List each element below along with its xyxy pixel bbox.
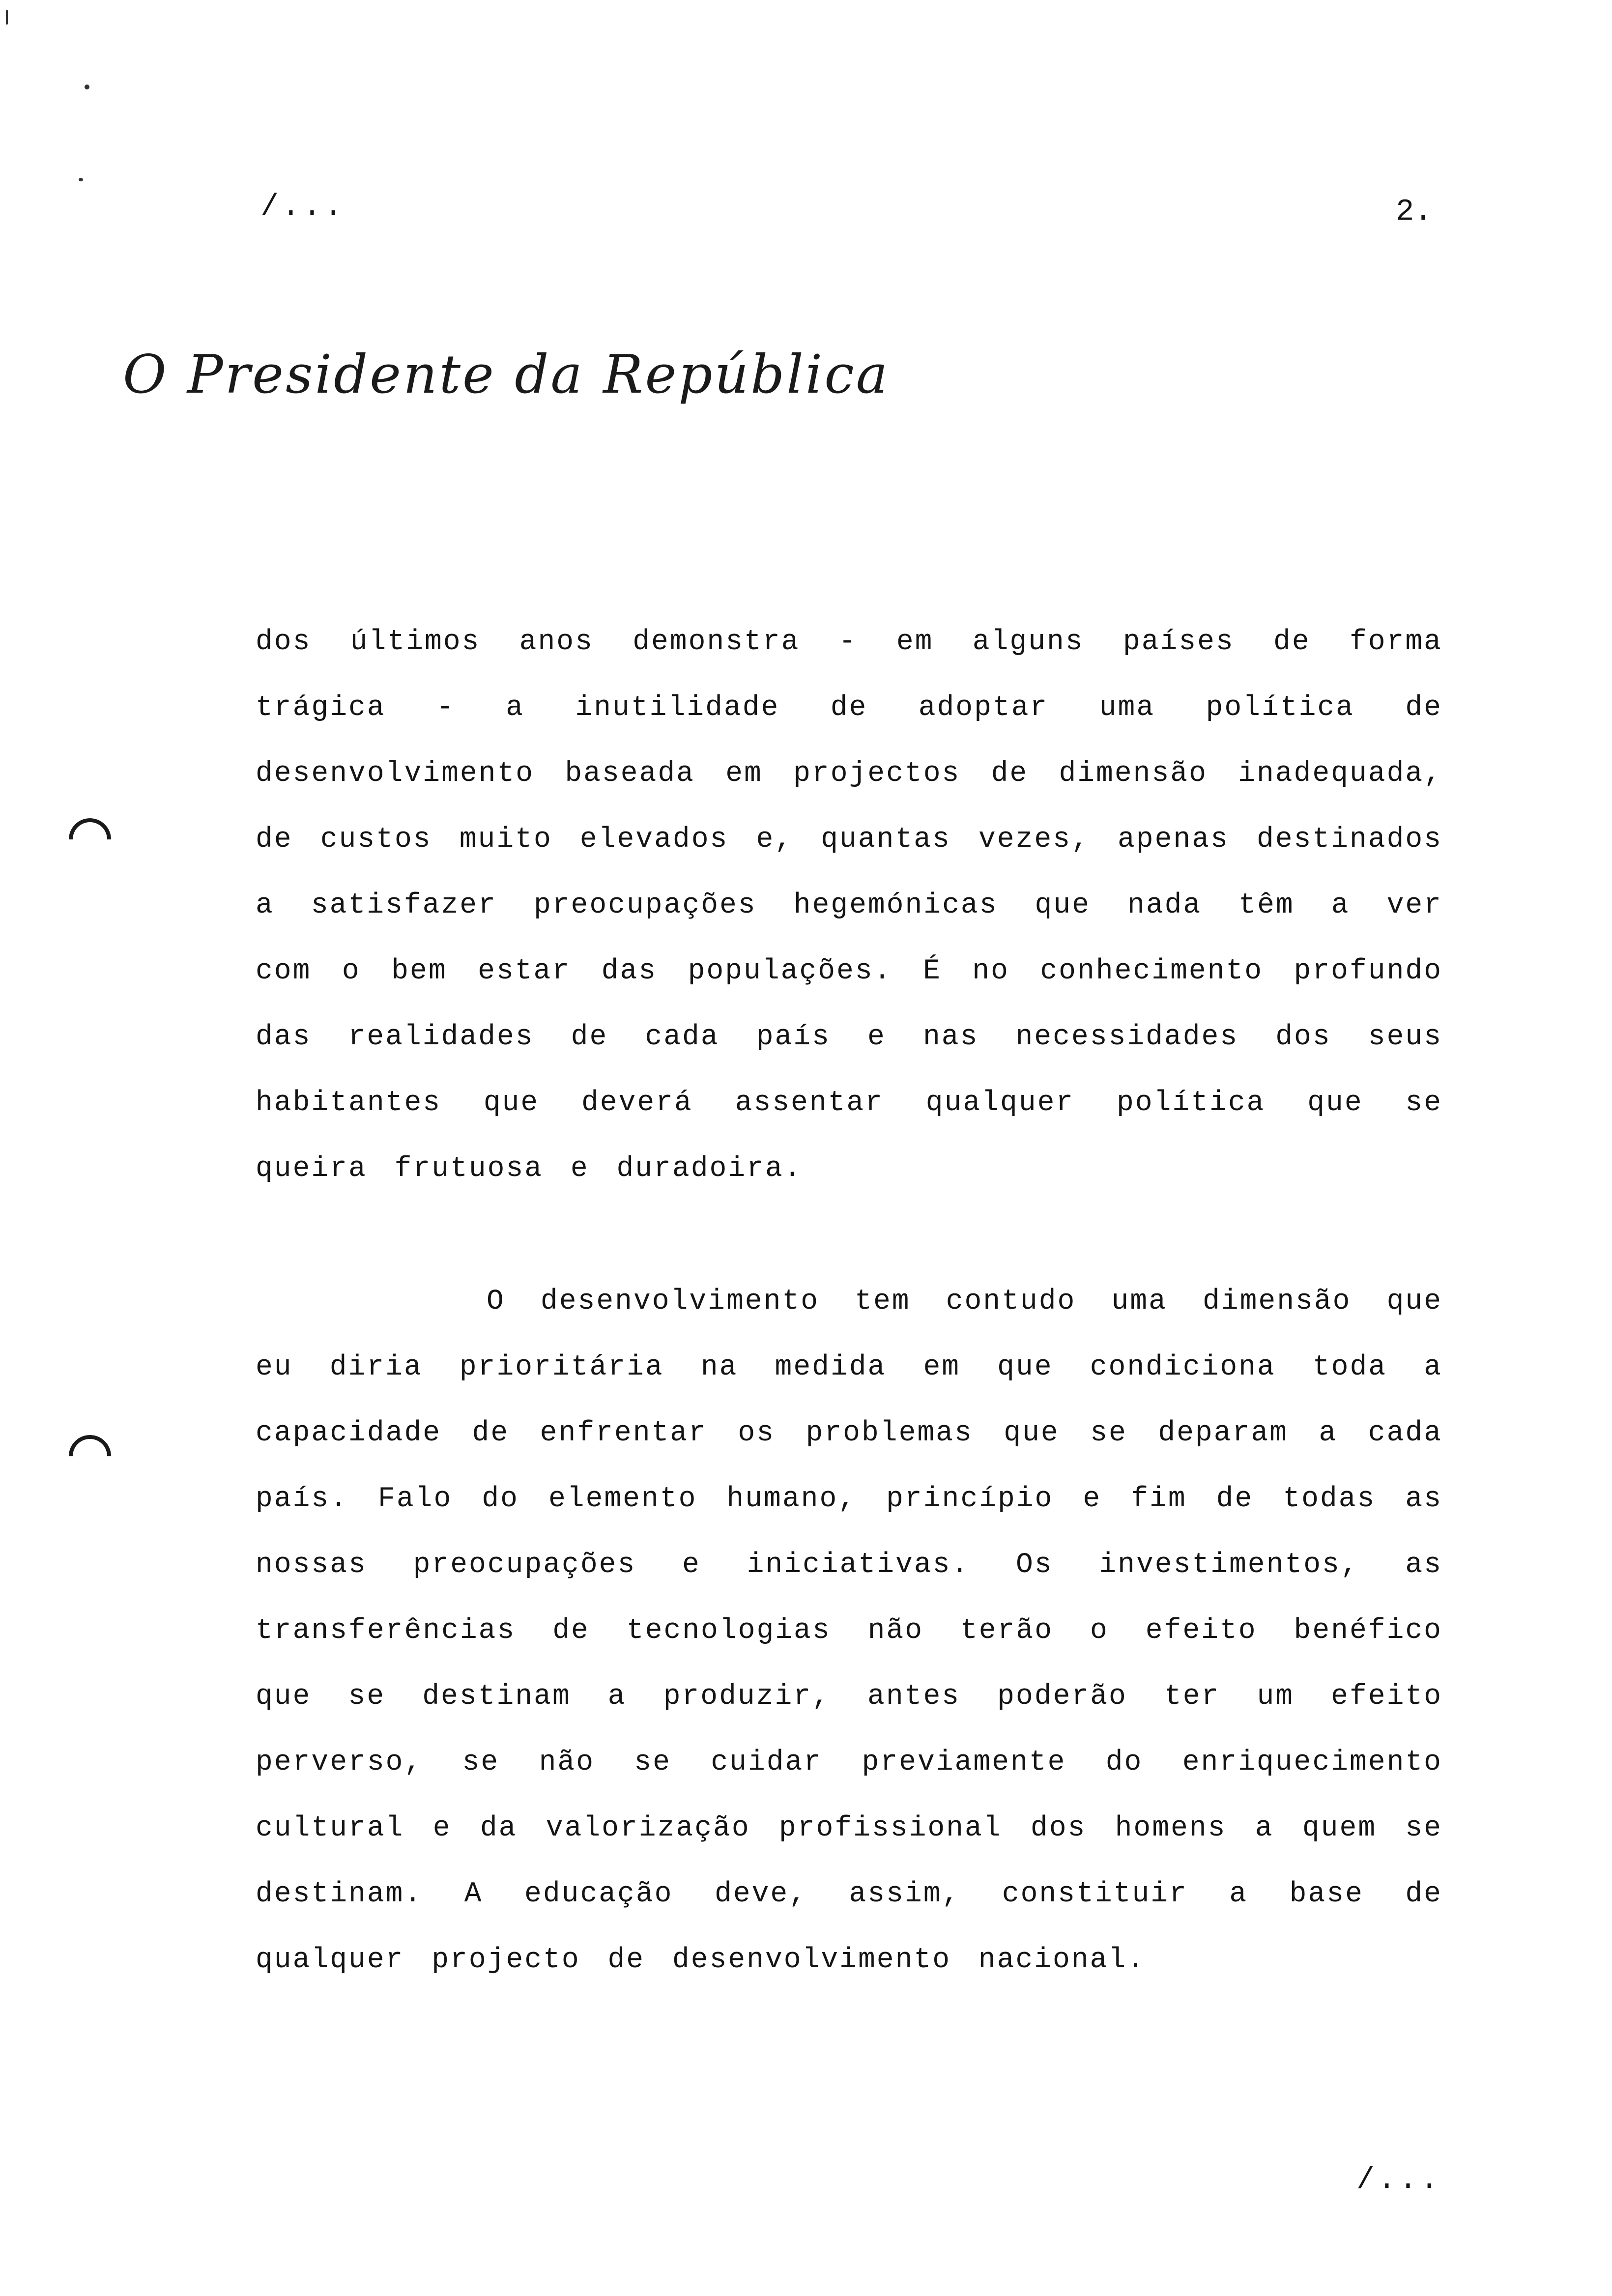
continuation-mark-bottom: /... [1356, 2162, 1441, 2197]
body-paragraph-1: dos últimos anos demonstra - em alguns países de forma trágica - a inutilidade de adoptar uma política de desenvolvimento baseada em projectos de dimensão inadequada, de custos muito elevados e, quantas vezes, apenas destinados a satisfazer preocupações hegemónicas que nada têm a ver com o bem estar das populações. É no conhecimento profundo das realidades de cada país e nas necessidades dos seus habitantes que deverá assentar qualquer política que se queira frutuosa e duradoira. [256, 626, 1442, 1185]
punch-hole-mark-lower [60, 1426, 120, 1486]
scan-speck [6, 10, 8, 25]
scan-speck [79, 178, 83, 181]
body-paragraph-2: O desenvolvimento tem contudo uma dimensão que eu diria prioritária na medida em que condiciona toda a capacidade de enfrentar os problemas que se deparam a cada país. Falo do elemento humano, princípio e fim de todas as nossas preocupações e iniciativas. Os investimentos, as transferências de tecnologias não terão o efeito benéfico que se destinam a produzir, antes poderão ter um efeito perverso, se não se cuidar previamente do enriquecimento cultural e da valorização profissional dos homens a quem se destinam. A educação deve, assim, constituir a base de qualquer projecto de desenvolvimento nacional. [256, 1286, 1442, 1976]
scan-speck [85, 85, 89, 89]
letterhead-title: O Presidente da República [123, 344, 890, 405]
continuation-mark-top: /... [260, 189, 345, 224]
punch-hole-mark-upper [60, 809, 120, 869]
page-number: 2. [1396, 194, 1433, 229]
